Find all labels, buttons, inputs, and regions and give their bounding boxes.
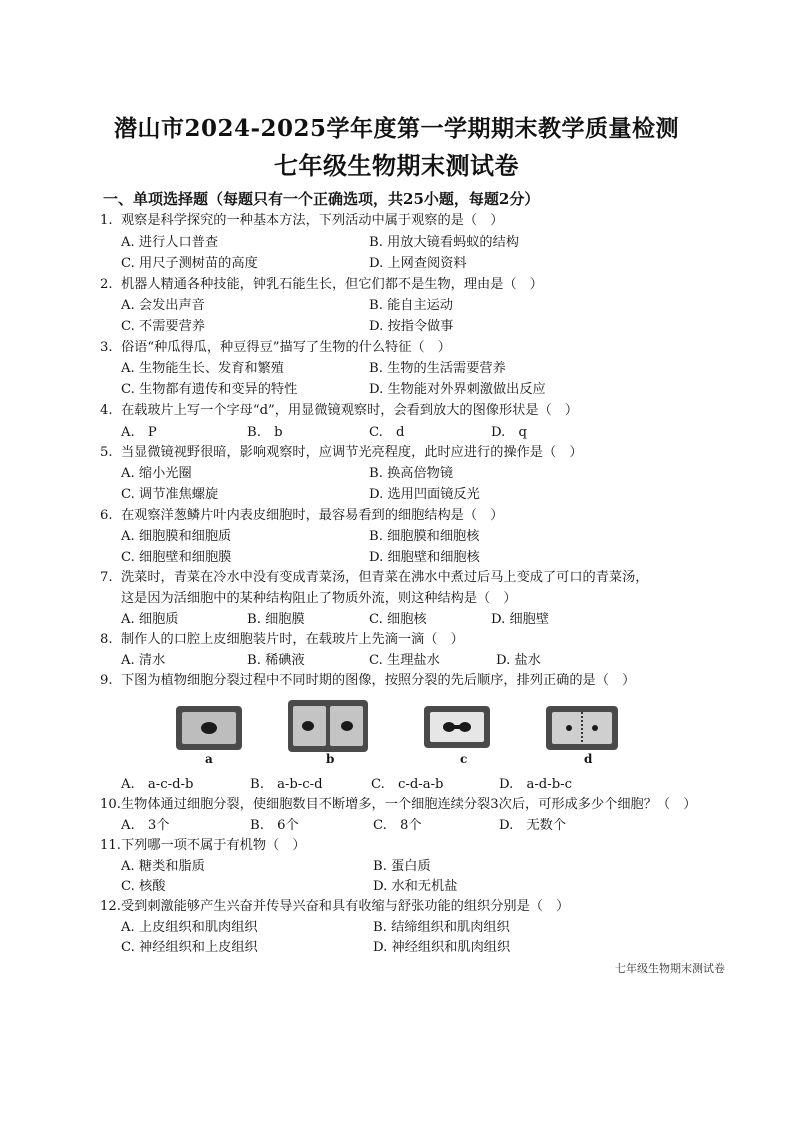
option-a[interactable]: A. 清水: [121, 653, 166, 668]
option-b[interactable]: B. 结缔组织和肌肉组织: [373, 920, 510, 935]
option-c[interactable]: C. d: [369, 425, 405, 440]
option-a[interactable]: A. 会发出声音: [121, 298, 205, 313]
question-text: 洗菜时，青菜在冷水中没有变成青菜汤，但青菜在沸水中煮过后马上变成了可口的青菜汤，: [121, 570, 649, 585]
option-a[interactable]: A. P: [121, 425, 157, 440]
question-text: 受到刺激能够产生兴奋并传导兴奋和具有收缩与舒张功能的组织分别是（ ）: [121, 899, 570, 914]
question-text: 制作人的口腔上皮细胞装片时，在载玻片上先滴一滴（ ）: [121, 632, 464, 647]
question-number: 7.: [100, 570, 113, 585]
option-c[interactable]: C. 生物都有遗传和变异的特性: [121, 382, 298, 397]
option-a[interactable]: A. a-c-d-b: [121, 777, 194, 792]
question-number: 3.: [100, 340, 113, 355]
question-number: 2.: [100, 277, 113, 292]
question-number: 4.: [100, 403, 113, 418]
question-number: 11.: [100, 838, 121, 853]
option-c[interactable]: C. 生理盐水: [369, 653, 440, 668]
option-d[interactable]: D. 细胞壁: [491, 612, 550, 627]
option-d[interactable]: D. 盐水: [496, 653, 541, 668]
cell-b: [288, 700, 368, 752]
option-c[interactable]: C. 细胞核: [369, 612, 427, 627]
question-2: [100, 277, 543, 293]
exam-subtitle: 七年级生物期末测试卷: [274, 151, 519, 180]
question-9: [100, 673, 635, 689]
option-b[interactable]: B. 细胞膜和细胞核: [369, 529, 480, 544]
figure-label-c: c: [460, 752, 468, 766]
option-d[interactable]: D. 按指令做事: [369, 319, 454, 334]
option-b[interactable]: B. 6个: [250, 818, 299, 833]
option-b[interactable]: B. b: [247, 425, 283, 440]
question-12: [100, 899, 569, 915]
option-b[interactable]: B. 能自主运动: [369, 298, 454, 313]
option-a[interactable]: A. 糖类和脂质: [121, 859, 205, 874]
question-1: [100, 213, 503, 229]
option-d[interactable]: D. q: [491, 425, 527, 440]
figure-label-d: d: [584, 752, 593, 766]
option-b[interactable]: B. 蛋白质: [373, 859, 431, 874]
option-d[interactable]: D. 上网查阅资料: [369, 256, 467, 271]
cell-c: [424, 706, 490, 748]
option-d[interactable]: D. 选用凹面镜反光: [369, 487, 480, 502]
question-number: 5.: [100, 445, 113, 460]
option-a[interactable]: A. 缩小光圈: [121, 466, 192, 481]
option-d[interactable]: D. a-d-b-c: [499, 777, 572, 792]
question-8: [100, 632, 464, 648]
option-a[interactable]: A. 细胞膜和细胞质: [121, 529, 232, 544]
option-b[interactable]: B. 细胞膜: [247, 612, 305, 627]
option-d[interactable]: D. 水和无机盐: [373, 879, 458, 894]
option-a[interactable]: A. 3个: [121, 818, 170, 833]
option-d[interactable]: D. 生物能对外界刺激做出反应: [369, 382, 546, 397]
page-footer: 七年级生物期末测试卷: [615, 962, 725, 975]
option-a[interactable]: A. 进行人口普查: [121, 235, 219, 250]
question-number: 10.: [100, 797, 121, 812]
option-b[interactable]: B. 用放大镜看蚂蚁的结构: [369, 235, 519, 250]
option-c[interactable]: C. 不需要营养: [121, 319, 205, 334]
option-b[interactable]: B. 生物的生活需要营养: [369, 361, 506, 376]
question-text: 机器人精通各种技能，钟乳石能生长，但它们都不是生物，理由是（ ）: [121, 277, 543, 292]
question-number: 6.: [100, 508, 113, 523]
question-10: [100, 797, 696, 813]
question-number: 8.: [100, 632, 113, 647]
figure-label-a: a: [205, 752, 213, 766]
option-a[interactable]: A. 细胞质: [121, 612, 179, 627]
question-text: 下图为植物细胞分裂过程中不同时期的图像，按照分裂的先后顺序，排列正确的是（ ）: [121, 673, 636, 688]
option-c[interactable]: C. c-d-a-b: [371, 777, 444, 792]
option-b[interactable]: B. 稀碘液: [247, 653, 305, 668]
cell-a: [176, 706, 242, 750]
question-3: [100, 340, 451, 356]
question-4: [100, 403, 578, 419]
option-c[interactable]: C. 调节准焦螺旋: [121, 487, 219, 502]
option-c[interactable]: C. 8个: [373, 818, 422, 833]
section-heading: 一、单项选择题（每题只有一个正确选项，共25小题，每题2分）: [103, 190, 540, 208]
figure-label-b: b: [326, 752, 335, 766]
option-d[interactable]: D. 细胞壁和细胞核: [369, 550, 480, 565]
option-d[interactable]: D. 无数个: [499, 818, 567, 833]
question-6: [100, 508, 503, 524]
question-11: [100, 838, 306, 854]
question-text: 俗语“种瓜得瓜，种豆得豆”描写了生物的什么特征（ ）: [121, 340, 451, 355]
question-text: 在载玻片上写一个字母“d”，用显微镜观察时，会看到放大的图像形状是（ ）: [121, 403, 579, 418]
question-number: 1.: [100, 213, 113, 228]
question-number: 12.: [100, 899, 121, 914]
option-b[interactable]: B. 换高倍物镜: [369, 466, 454, 481]
option-b[interactable]: B. a-b-c-d: [250, 777, 323, 792]
question-text: 当显微镜视野很暗，影响观察时，应调节光亮程度，此时应进行的操作是（ ）: [121, 445, 583, 460]
question-7: [100, 570, 649, 586]
exam-title: 潜山市2024-2025学年度第一学期期末教学质量检测: [113, 115, 680, 142]
question-7-continued: 这是因为活细胞中的某种结构阻止了物质外流，则这种结构是（ ）: [121, 591, 517, 606]
question-5: [100, 445, 583, 461]
option-a[interactable]: A. 生物能生长、发育和繁殖: [121, 361, 284, 376]
cell-d: [546, 706, 618, 750]
option-c[interactable]: C. 核酸: [121, 879, 166, 894]
question-number: 9.: [100, 673, 113, 688]
question-text: 生物体通过细胞分裂，使细胞数目不断增多，一个细胞连续分裂3次后，可形成多少个细胞？（ ）: [121, 797, 697, 812]
cell-division-figure: [172, 700, 642, 768]
option-a[interactable]: A. 上皮组织和肌肉组织: [121, 920, 258, 935]
question-text: 在观察洋葱鳞片叶内表皮细胞时，最容易看到的细胞结构是（ ）: [121, 508, 504, 523]
option-c[interactable]: C. 用尺子测树苗的高度: [121, 256, 258, 271]
option-c[interactable]: C. 神经组织和上皮组织: [121, 940, 258, 955]
option-c[interactable]: C. 细胞壁和细胞膜: [121, 550, 232, 565]
question-text: 下列哪一项不属于有机物（ ）: [121, 838, 306, 853]
option-d[interactable]: D. 神经组织和肌肉组织: [373, 940, 511, 955]
question-text: 观察是科学探究的一种基本方法，下列活动中属于观察的是（ ）: [121, 213, 504, 228]
